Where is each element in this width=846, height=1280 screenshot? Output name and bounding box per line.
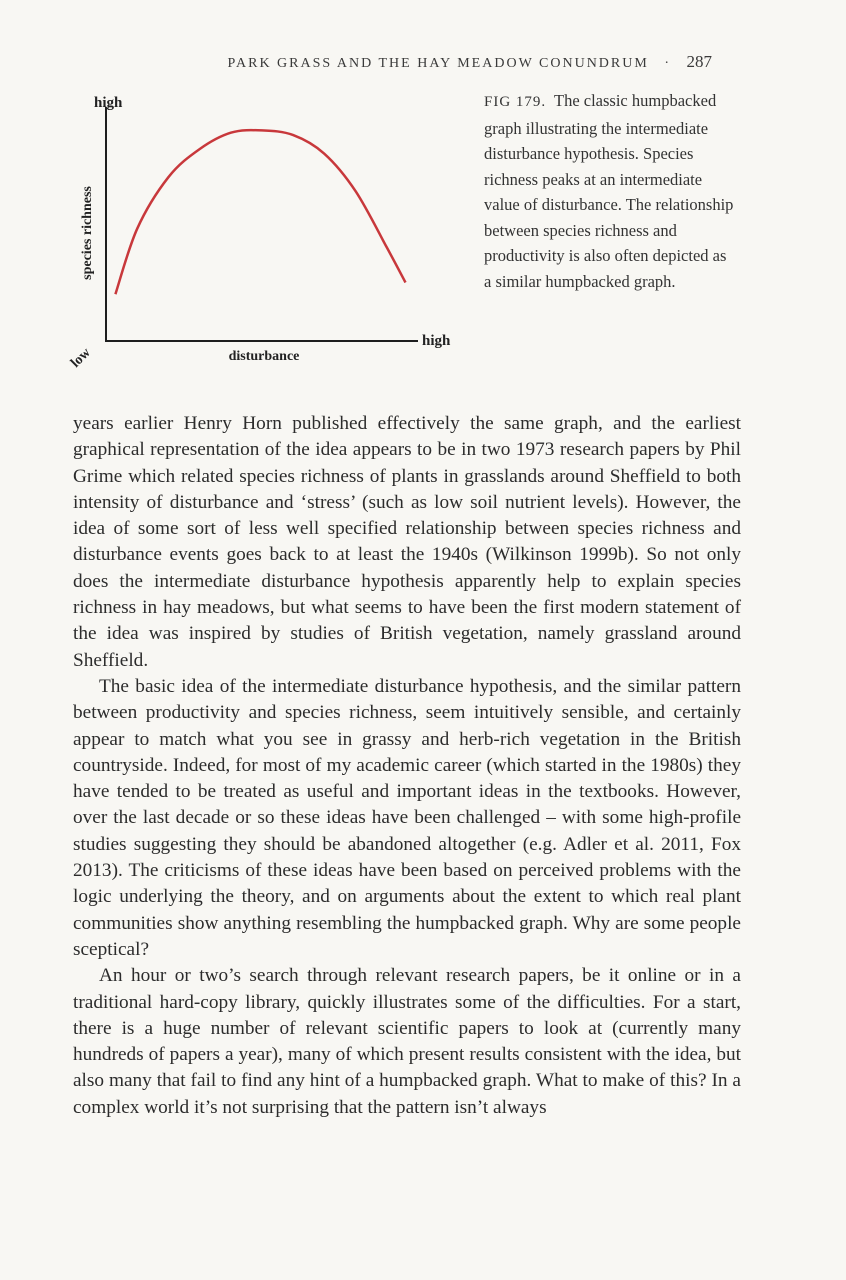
- y-high-label: high: [94, 95, 123, 111]
- body-text: [73, 411, 741, 1121]
- paragraph: The basic idea of the intermediate disturbance hypothesis, and the similar pattern between productivity and species richness, seem intuitively sensible, and certainly appear to match what you see in grassy and herb-rich vegetation in the British countryside. Indeed, for most of my academic career (which started in the 1980s) they have tended to be treated as useful and important ideas in the textbooks. However, over the last decade or so these ideas have been challenged – with some high-profile studies suggesting they should be abandoned altogether (e.g. Adler et al. 2011, Fox 2013). The criticisms of these ideas have been based on perceived problems with the logic underlying the theory, and on arguments about the extent to which real plant communities show anything resembling the humpbacked graph. Why are some people sceptical?: [73, 675, 741, 960]
- running-head-title: PARK GRASS AND THE HAY MEADOW CONUNDRUM: [227, 56, 649, 71]
- humpbacked-graph: [60, 85, 470, 385]
- running-head: [0, 52, 712, 72]
- figure-179: [60, 85, 470, 385]
- paragraph: years earlier Henry Horn published effectively the same graph, and the earliest graphical representation of the idea appears to be in two 1973 research papers by Phil Grime which related species richness of plants in grasslands around Sheffield to both intensity of disturbance and ‘stress’ (such as low soil nutrient levels). However, the idea of some sort of less well specified relationship between species richness and disturbance events goes back to at least the 1940s (Wilkinson 1999b). So not only does the intermediate disturbance hypothesis apparently help to explain species richness in hay meadows, but what seems to have been the first modern statement of the idea was inspired by studies of British vegetation, namely grassland around Sheffield.: [73, 413, 741, 671]
- caption-text: The classic humpbacked graph illustrating the intermediate disturbance hypothesis. Species richness peaks at an intermediate value of disturbance. The relationship between species richness and productivity is also often depicted as a similar humpbacked graph.: [484, 91, 734, 291]
- origin-low-label: low: [68, 345, 94, 371]
- figure-caption: [484, 88, 734, 294]
- richness-curve: [115, 130, 405, 294]
- x-axis-label: disturbance: [228, 349, 300, 364]
- x-high-label: high: [422, 333, 451, 349]
- page-number: 287: [686, 52, 712, 71]
- running-head-separator: ·: [664, 56, 671, 71]
- paragraph: An hour or two’s search through relevant research papers, be it online or in a traditional hard-copy library, quickly illustrates some of the difficulties. For a start, there is a huge number of relevant scientific papers to look at (currently many hundreds of papers a year), many of which present results consistent with the idea, but also many that fail to find any hint of a humpbacked graph. What to make of this? In a complex world it’s not surprising that the pattern isn’t always: [73, 965, 741, 1118]
- y-axis-label: species richness: [80, 186, 95, 280]
- figure-label: FIG 179.: [484, 94, 547, 110]
